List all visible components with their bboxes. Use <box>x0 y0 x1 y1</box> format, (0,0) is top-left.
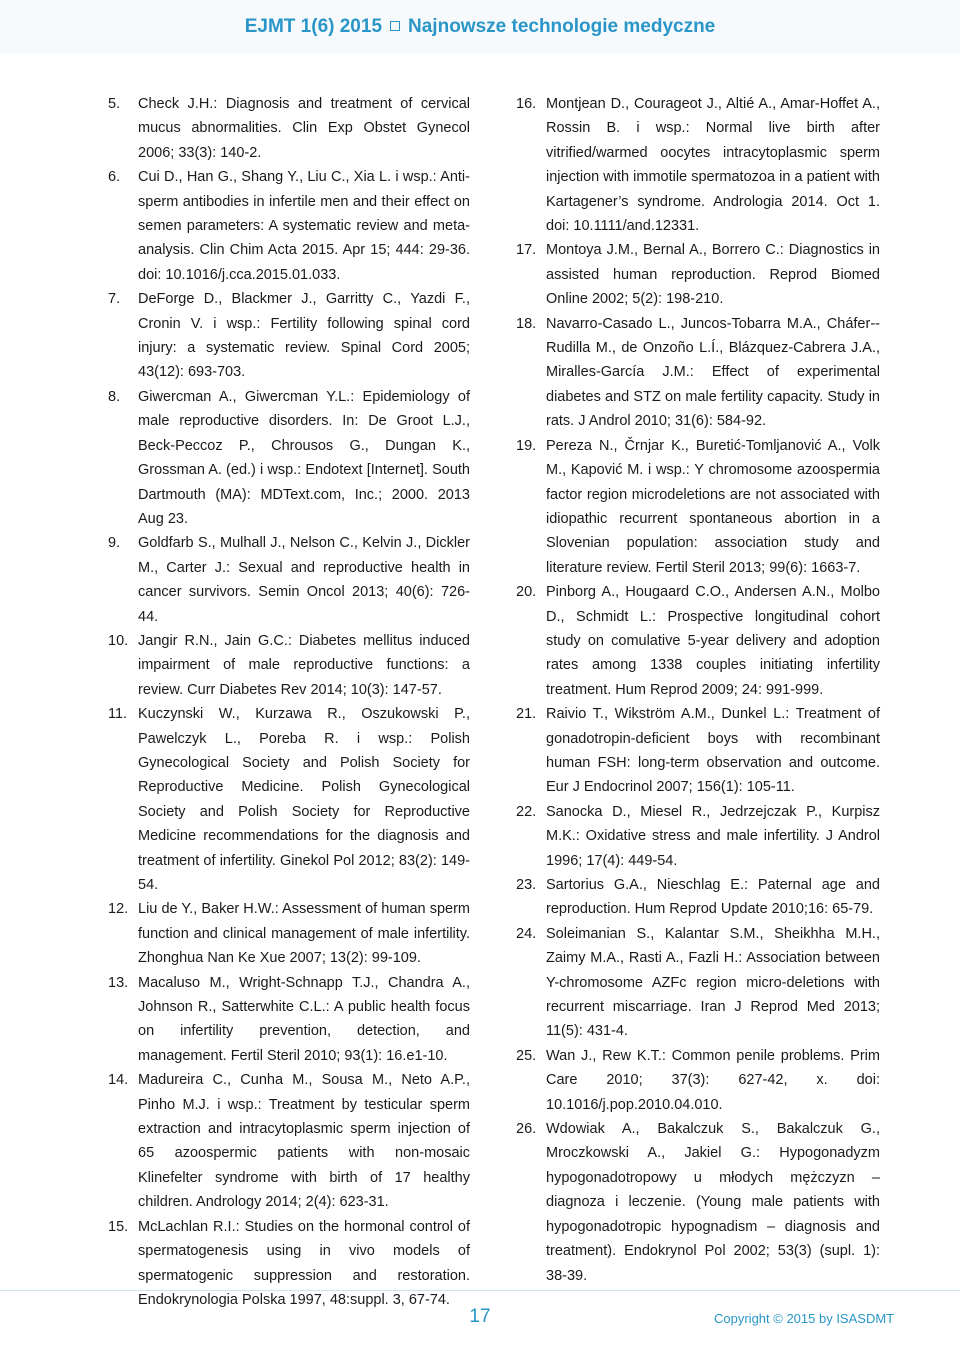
reference-text: Liu de Y., Baker H.W.: Assessment of human sperm function and clinical management of male infertility. Zhonghua Nan Ke Xue 2007; 13(2): 99-109. <box>138 901 470 967</box>
reference-text: Montoya J.M., Bernal A., Borrero C.: Diagnostics in assisted human reproduction. Reprod Biomed Online 2002; 5(2): 198-210. <box>546 242 880 308</box>
section-title: Najnowsze technologie medyczne <box>408 16 716 37</box>
reference-item <box>108 1068 470 1214</box>
reference-number: 8. <box>108 388 121 405</box>
reference-number: 11. <box>108 706 128 723</box>
reference-number: 20. <box>516 584 537 601</box>
reference-number: 14. <box>108 1072 129 1089</box>
reference-item <box>516 434 880 580</box>
reference-item <box>108 531 470 629</box>
reference-item <box>516 702 880 800</box>
reference-text: Giwercman A., Giwercman Y.L.: Epidemiology of male reproductive disorders. In: De Groot L.J., Beck-Peccoz P., Chrousos G., Dungan K., Grossman A. (ed.) i wsp.: Endotext [Internet]. South Dartmouth (MA): MDText.com, Inc.; 2000. 2013 Aug 23. <box>138 388 470 527</box>
reference-number: 5. <box>108 96 121 112</box>
reference-number: 12. <box>108 901 129 918</box>
reference-number: 23. <box>516 877 537 893</box>
reference-item <box>516 922 880 1044</box>
reference-number: 19. <box>516 437 537 454</box>
reference-item <box>516 800 880 873</box>
square-bullet-icon <box>390 21 400 31</box>
page-header <box>0 0 960 54</box>
reference-number: 21. <box>516 706 537 723</box>
references-right-column <box>516 92 880 1288</box>
reference-item <box>516 312 880 434</box>
running-header <box>0 16 960 38</box>
reference-number: 15. <box>108 1218 129 1235</box>
reference-number: 18. <box>516 315 537 332</box>
reference-text: Sartorius G.A., Nieschlag E.: Paternal age and reproduction. Hum Reprod Update 2010;16: 65-79. <box>546 877 880 918</box>
journal-title: EJMT 1(6) 2015 <box>244 16 383 37</box>
reference-text: Madureira C., Cunha M., Sousa M., Neto A.P., Pinho M.J. i wsp.: Treatment by testicular sperm extraction and intracytoplasmic sperm injection of 65 azoospermic patients with non-mosaic Klinefelter syndrome with birth of 17 healthy children. Andrology 2014; 2(4): 623-31. <box>138 1072 470 1211</box>
reference-text: Soleimanian S., Kalantar S.M., Sheikhha M.H., Zaimy M.A., Rasti A., Fazli H.: Association between Y-chromosome AZFc region micro-deletions with recurrent miscarriage. Iran J Reprod Med 2013; 11(5): 431-4. <box>546 925 880 1040</box>
reference-item <box>108 385 470 531</box>
page-number: 17 <box>469 1306 491 1327</box>
reference-text: Pereza N., Črnjar K., Buretić-Tomljanović A., Volk M., Kapović M. i wsp.: Y chromosome azoospermia factor region microdeletions are not associated with idiopathic recurrent spontaneous abortion in a Slovenian population: association study and literature review. Fertil Steril 2013; 99(6): 1663-7. <box>546 437 880 576</box>
reference-text: Wan J., Rew K.T.: Common penile problems. Prim Care 2010; 37(3): 627-42, x. doi: 10.1016/j.pop.2010.04.010. <box>546 1047 880 1113</box>
reference-text: Jangir R.N., Jain G.C.: Diabetes mellitus induced impairment of male reproductive functions: a review. Curr Diabetes Rev 2014; 10(3): 147-57. <box>138 632 470 698</box>
reference-number: 6. <box>108 169 121 186</box>
reference-item <box>108 629 470 702</box>
reference-number: 13. <box>108 974 129 991</box>
references-left-column <box>108 92 470 1312</box>
reference-item <box>516 580 880 702</box>
reference-item <box>516 92 880 238</box>
reference-text: Kuczynski W., Kurzawa R., Oszukowski P., Pawelczyk L., Poreba R. i wsp.: Polish Gynecological Society and Polish Society for Reproductive Medicine. Polish Gynecological Society and Polish Society for Reproductive Medicine recommendations for the diagnosis and treatment of infertility. Ginekol Pol 2012; 83(2): 149-54. <box>138 706 470 893</box>
reference-item <box>516 238 880 311</box>
reference-text: Macaluso M., Wright-Schnapp T.J., Chandra A., Johnson R., Satterwhite C.L.: A public health focus on infertility prevention, detection, and management. Fertil Steril 2010; 93(1): 16.e1-10. <box>138 974 470 1064</box>
reference-text: Raivio T., Wikström A.M., Dunkel L.: Treatment of gonadotropin-deficient boys with recombinant human FSH: long-term observation and outcome. Eur J Endocrinol 2007; 156(1): 105-11. <box>546 706 880 796</box>
reference-item <box>108 165 470 287</box>
reference-number: 9. <box>108 535 121 552</box>
reference-item <box>516 873 880 922</box>
reference-text: Sanocka D., Miesel R., Jedrzejczak P., Kurpisz M.K.: Oxidative stress and male infertility. J Androl 1996; 17(4): 449-54. <box>546 803 880 869</box>
reference-number: 7. <box>108 291 121 308</box>
reference-item <box>516 1044 880 1117</box>
reference-text: McLachlan R.I.: Studies on the hormonal control of spermatogenesis using in vivo models of spermatogenic suppression and restoration. Endokrynologia Polska 1997, 48:suppl. 3, 67-74. <box>138 1218 470 1308</box>
copyright-notice: Copyright © 2015 by ISASDMT <box>714 1311 895 1326</box>
reference-item <box>108 1215 470 1313</box>
reference-text: Check J.H.: Diagnosis and treatment of cervical mucus abnormalities. Clin Exp Obstet Gynecol 2006; 33(3): 140-2. <box>138 96 470 161</box>
footer-divider <box>0 1290 960 1291</box>
reference-number: 16. <box>516 96 537 112</box>
reference-text: Navarro-Casado L., Juncos-Tobarra M.A., Cháfer--Rudilla M., de Onzoño L.Í., Blázquez-Cabrera J.A., Miralles-García J.M.: Effect of experimental diabetes and STZ on male fertility capacity. Study in rats. J Androl 2010; 31(6): 584-92. <box>546 315 880 430</box>
reference-item <box>516 1117 880 1288</box>
reference-number: 10. <box>108 632 129 649</box>
reference-number: 26. <box>516 1121 537 1138</box>
reference-number: 17. <box>516 242 537 259</box>
reference-text: Pinborg A., Hougaard C.O., Andersen A.N., Molbo D., Schmidt L.: Prospective longitudinal cohort study on comulative 5-year delivery and adoption rates among 1338 couples initiating infertility treatment. Hum Reprod 2009; 24: 991-999. <box>546 584 880 698</box>
reference-number: 24. <box>516 925 537 942</box>
reference-text: Goldfarb S., Mulhall J., Nelson C., Kelvin J., Dickler M., Carter J.: Sexual and reproductive health in cancer survivors. Semin Oncol 2013; 40(6): 726-44. <box>138 535 470 625</box>
reference-item <box>108 702 470 897</box>
reference-number: 22. <box>516 803 537 820</box>
reference-text: Montjean D., Courageot J., Altié A., Amar-Hoffet A., Rossin B. i wsp.: Normal live birth after vitrified/warmed oocytes intracytoplasmic sperm injection with immotile spermatozoa in a patient with Kartagener’s syndrome. Andrologia 2014. Oct 1. doi: 10.1111/and.12331. <box>546 96 880 235</box>
reference-item <box>108 287 470 385</box>
reference-item <box>108 92 470 165</box>
reference-number: 25. <box>516 1047 537 1064</box>
reference-text: Cui D., Han G., Shang Y., Liu C., Xia L. i wsp.: Anti-sperm antibodies in infertile men and their effect on semen parameters: A systematic review and meta-analysis. Clin Chim Acta 2015. Apr 15; 444: 29-36. doi: 10.1016/j.cca.2015.01.033. <box>138 169 470 283</box>
reference-text: DeForge D., Blackmer J., Garritty C., Yazdi F., Cronin V. i wsp.: Fertility following spinal cord injury: a systematic review. Spinal Cord 2005; 43(12): 693-703. <box>138 291 470 381</box>
reference-item <box>108 897 470 970</box>
reference-text: Wdowiak A., Bakalczuk S., Bakalczuk G., Mroczkowski A., Jakiel G.: Hypogonadyzm hypogonadotropowy u młodych mężczyzn – diagnoza i leczenie. (Young male patients with hypogonadotropic hypognadism – diagnosis and treatment). Endokrynol Pol 2002; 53(3) (supl. 1): 38-39. <box>546 1121 880 1284</box>
reference-item <box>108 971 470 1069</box>
